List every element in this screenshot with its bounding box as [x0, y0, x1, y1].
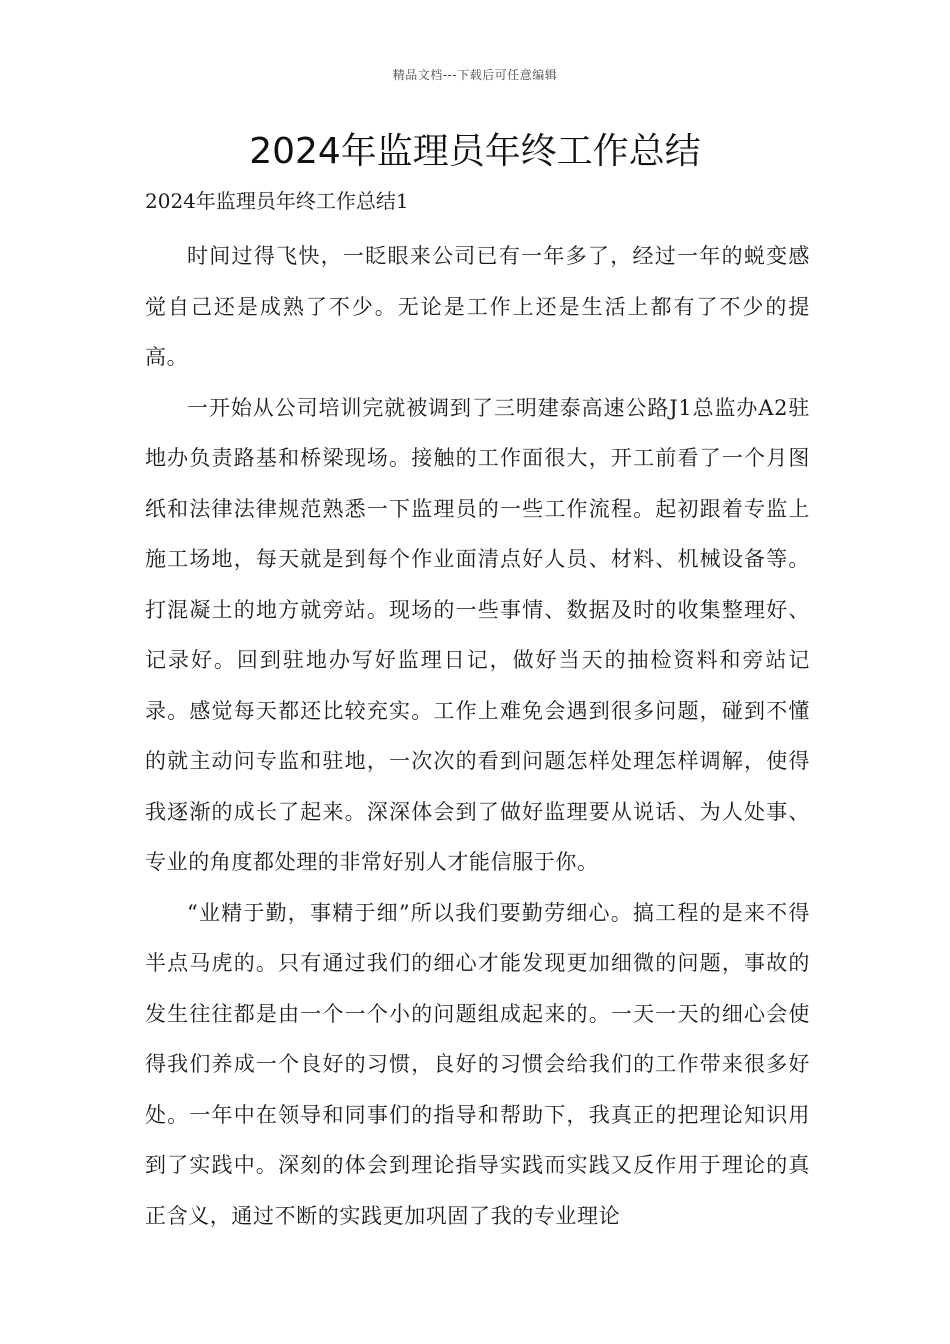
- section-subtitle: 2024年监理员年终工作总结1: [145, 189, 409, 213]
- paragraph-2: 一开始从公司培训完就被调到了三明建泰高速公路J1总监办A2驻地办负责路基和桥梁现场。接触的工作面很大，开工前看了一个月图纸和法律法律规范熟悉一下监理员的一些工作流程。起初跟着专监上施工场地，每天就是到每个作业面清点好人员、材料、机械设备等。打混凝土的地方就旁站。现场的一些事情、数据及时的收集整理好、记录好。回到驻地办写好监理日记，做好当天的抽检资料和旁站记录。感觉每天都还比较充实。工作上难免会遇到很多问题，碰到不懂的就主动问专监和驻地，一次次的看到问题怎样处理怎样调解，使得我逐渐的成长了起来。深深体会到了做好监理要从说话、为人处事、专业的角度都处理的非常好别人才能信服于你。: [145, 395, 810, 874]
- header-note: 精品文档---下载后可任意编辑: [392, 68, 558, 82]
- paragraph-3: “业精于勤，事精于细”所以我们要勤劳细心。搞工程的是来不得半点马虎的。只有通过我们的细心才能发现更加细微的问题，事故的发生往往都是由一个一个小的问题组成起来的。一天一天的细心会使得我们养成一个良好的习惯，良好的习惯会给我们的工作带来很多好处。一年中在领导和同事们的指导和帮助下，我真正的把理论知识用到了实践中。深刻的体会到理论指导实践而实践又反作用于理论的真正含义，通过不断的实践更加巩固了我的专业理论: [145, 900, 810, 1228]
- paragraph-1: 时间过得飞快，一眨眼来公司已有一年多了，经过一年的蜕变感觉自己还是成熟了不少。无论是工作上还是生活上都有了不少的提高。: [145, 244, 810, 369]
- document-body: [145, 186, 810, 1241]
- document-title: 2024年监理员年终工作总结: [249, 131, 701, 172]
